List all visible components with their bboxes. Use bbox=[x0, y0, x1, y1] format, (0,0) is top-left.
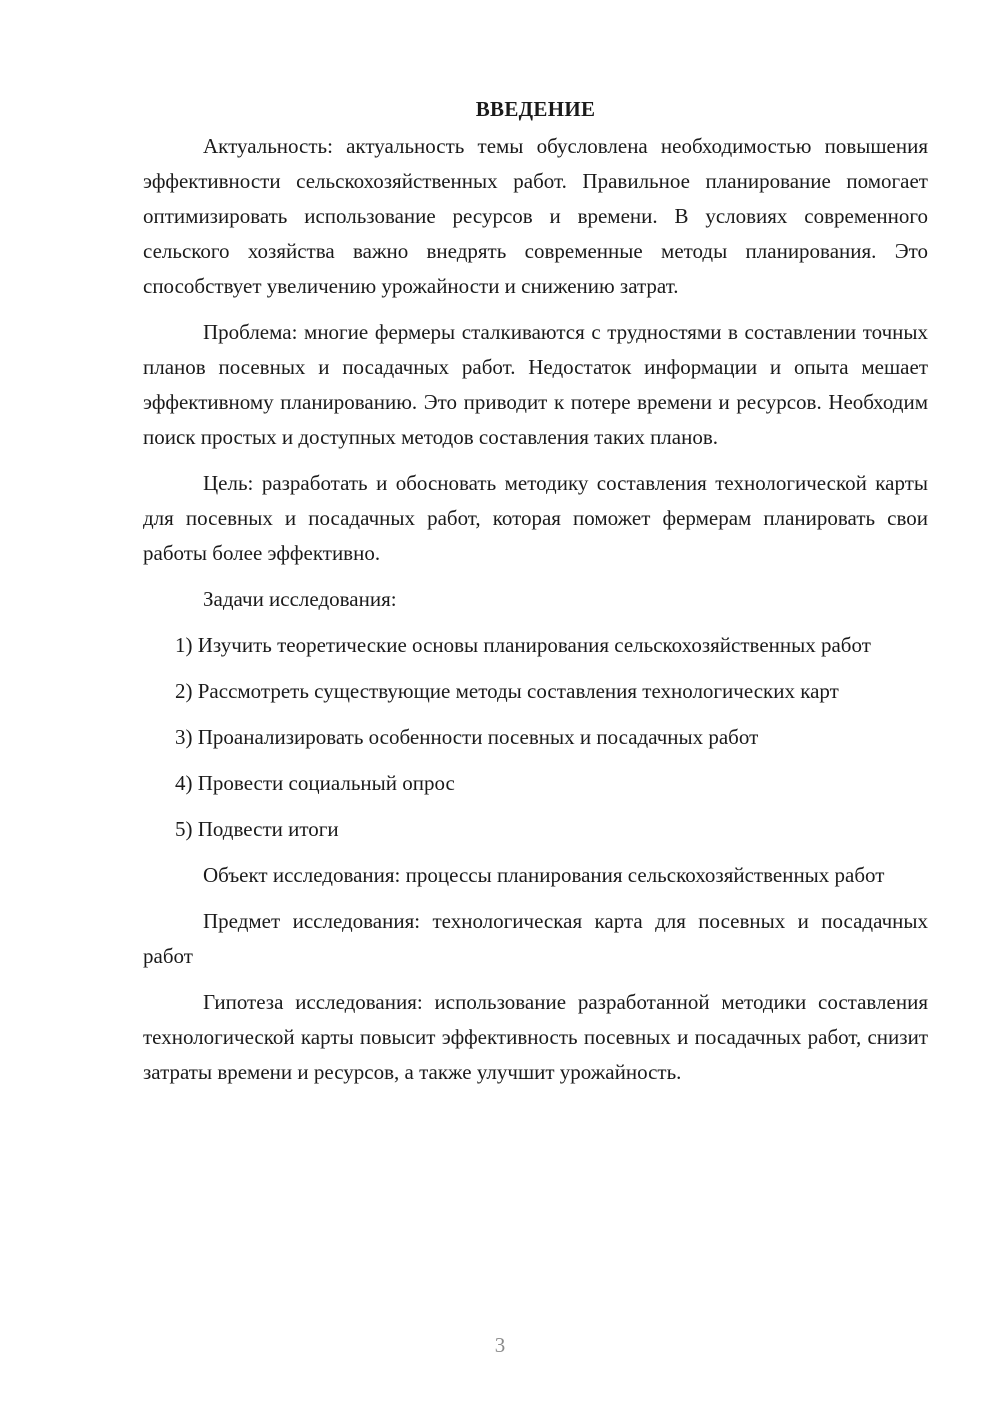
object-paragraph: Объект исследования: процессы планирования сельскохозяйственных работ bbox=[203, 863, 885, 887]
page-title: ВВЕДЕНИЕ bbox=[475, 97, 596, 121]
page-number: 3 bbox=[494, 1333, 506, 1357]
task-item-2: 2) Рассмотреть существующие методы составления технологических карт bbox=[175, 679, 839, 703]
relevance-paragraph: Актуальность: актуальность темы обусловлена необходимостью повышения эффективности сельскохозяйственных работ. Правильное планирование помогает оптимизировать использование ресурсов и времени. В условиях современного сельского хозяйства важно внедрять современные методы планирования. Это способствует увеличению урожайности и снижению затрат. bbox=[143, 134, 928, 298]
document-page bbox=[143, 92, 928, 1090]
goal-paragraph: Цель: разработать и обосновать методику составления технологической карты для посевных и посадачных работ, которая поможет фермерам планировать свои работы более эффективно. bbox=[143, 471, 928, 565]
task-item-5: 5) Подвести итоги bbox=[175, 817, 339, 841]
task-item-1: 1) Изучить теоретические основы планирования сельскохозяйственных работ bbox=[175, 633, 871, 657]
hypothesis-paragraph: Гипотеза исследования: использование разработанной методики составления технологической карты повысит эффективность посевных и посадачных работ, снизит затраты времени и ресурсов, а также улучшит урожайность. bbox=[143, 990, 928, 1084]
problem-paragraph: Проблема: многие фермеры сталкиваются с трудностями в составлении точных планов посевных и посадачных работ. Недостаток информации и опыта мешает эффективному планированию. Это приводит к потере времени и ресурсов. Необходим поиск простых и доступных методов составления таких планов. bbox=[143, 320, 928, 449]
tasks-title: Задачи исследования: bbox=[203, 587, 397, 611]
task-item-3: 3) Проанализировать особенности посевных и посадачных работ bbox=[175, 725, 759, 749]
subject-paragraph: Предмет исследования: технологическая карта для посевных и посадачных работ bbox=[143, 909, 928, 968]
task-item-4: 4) Провести социальный опрос bbox=[175, 771, 455, 795]
